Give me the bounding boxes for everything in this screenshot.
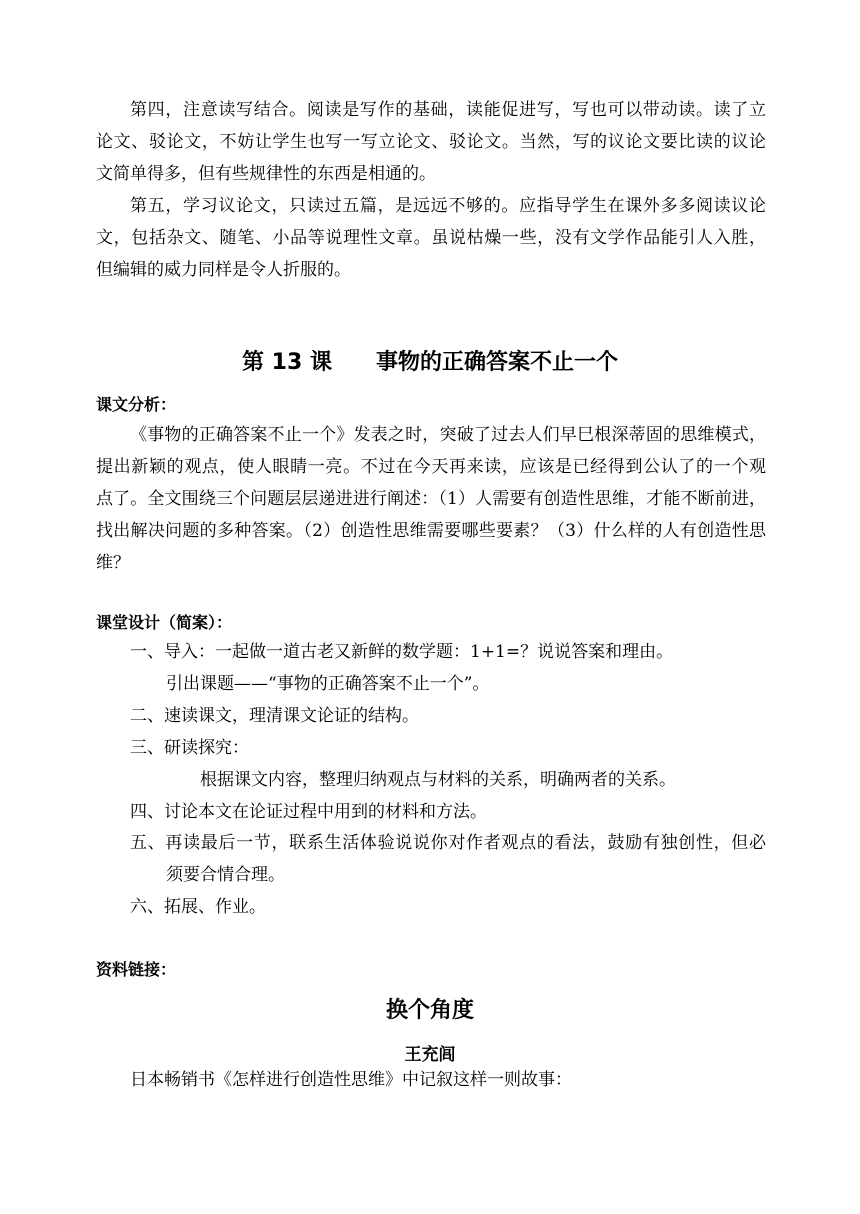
analysis-line-4: 找出解决问题的多种答案。（2）创造性思维需要哪些要素？（3）什么样的人有创造性思	[96, 521, 766, 541]
paragraph-4-line-1: 第四，注意读写结合。阅读是写作的基础，读能促进写，写也可以带动读。读了立	[130, 100, 766, 120]
paragraph-4-line-3: 文简单得多，但有些规律性的东西是相通的。	[96, 164, 436, 184]
lesson-number: 第 13 课	[242, 350, 332, 375]
resources-label: 资料链接：	[96, 960, 177, 979]
paragraph-5-line-3: 但编辑的威力同样是令人折服的。	[96, 260, 351, 280]
design-item-1-sub: 引出课题——“事物的正确答案不止一个”。	[166, 674, 490, 694]
article-title: 换个角度	[385, 998, 474, 1023]
article-first-line: 日本畅销书《怎样进行创造性思维》中记叙这样一则故事：	[130, 1070, 572, 1090]
design-item-3: 三、研读探究：	[130, 738, 249, 758]
design-label: 课堂设计（简案）：	[96, 613, 233, 632]
analysis-label: 课文分析：	[96, 395, 177, 414]
analysis-line-5: 维？	[96, 553, 130, 573]
design-item-5: 五、再读最后一节，联系生活体验说说你对作者观点的看法，鼓励有独创性，但必	[130, 833, 766, 853]
design-item-5-cont: 须要合情合理。	[166, 865, 285, 885]
paragraph-4-line-2: 论文、驳论文，不妨让学生也写一写立论文、驳论文。当然，写的议论文要比读的议论	[96, 132, 766, 152]
paragraph-5-line-1: 第五，学习议论文，只读过五篇，是远远不够的。应指导学生在课外多多阅读议论	[130, 196, 766, 216]
paragraph-5-line-2: 文，包括杂文、随笔、小品等说理性文章。虽说枯燥一些，没有文学作品能引人入胜，	[96, 228, 766, 248]
design-item-6: 六、拓展、作业。	[130, 897, 266, 917]
lesson-title: 事物的正确答案不止一个	[375, 350, 618, 375]
lesson-heading	[0, 345, 860, 376]
analysis-line-1: 《事物的正确答案不止一个》发表之时，突破了过去人们早巳根深蒂固的思维模式，	[130, 425, 766, 445]
article-author: 王充闾	[404, 1045, 456, 1065]
design-item-1: 一、导入：一起做一道古老又新鲜的数学题：1+1=？说说答案和理由。	[130, 642, 674, 662]
design-item-2: 二、速读课文，理清课文论证的结构。	[130, 706, 419, 726]
analysis-line-2: 提出新颖的观点，使人眼睛一亮。不过在今天再来读，应该是已经得到公认了的一个观	[96, 457, 766, 477]
design-item-3-sub: 根据课文内容，整理归纳观点与材料的关系，明确两者的关系。	[200, 770, 676, 790]
analysis-line-3: 点了。全文围绕三个问题层层递进进行阐述：（1）人需要有创造性思维，才能不断前进，	[96, 489, 766, 509]
design-item-4: 四、讨论本文在论证过程中用到的材料和方法。	[130, 802, 487, 822]
